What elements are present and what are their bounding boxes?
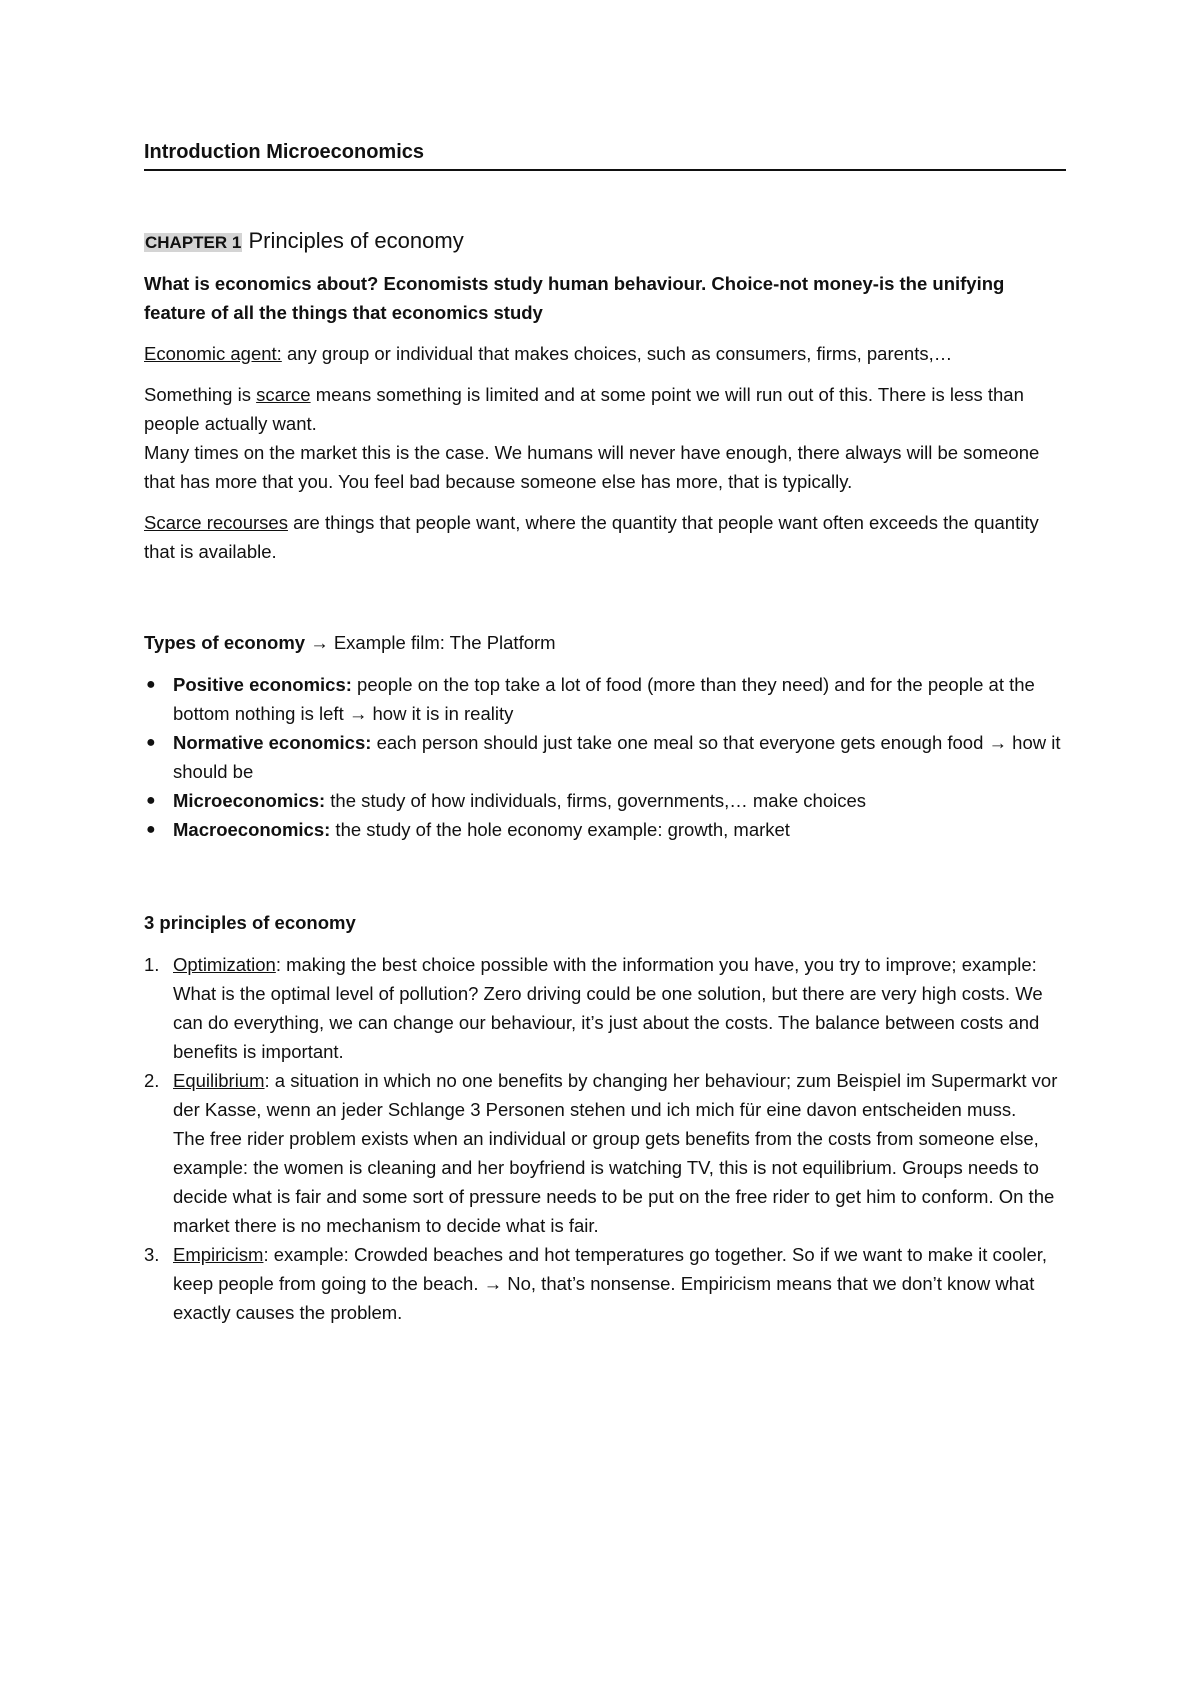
list-item <box>144 728 1066 786</box>
list-item <box>144 786 1066 815</box>
list-item-text: : a situation in which no one benefits by changing her behaviour; zum Beispiel im Supermarkt vor der Kasse, wenn an jeder Schlange 3 Personen stehen und ich mich für eine davon entscheiden muss. <box>173 1070 1058 1120</box>
types-heading-bold: Types of economy <box>144 632 306 653</box>
list-item-term: Optimization <box>173 954 276 975</box>
scarce-paragraph-2: Many times on the market this is the case. We humans will never have enough, there always will be someone that has more that you. You feel bad because someone else has more, that is typically. <box>144 442 1040 492</box>
chapter-heading <box>144 225 1066 259</box>
list-item-number: 3. <box>144 1244 160 1265</box>
scarce-term: scarce <box>256 384 311 405</box>
bullet-icon: ● <box>146 792 156 809</box>
list-item-text: people on the top take a lot of food (more than they need) and for the people at the bottom nothing is left → how it is in reality <box>173 674 1035 724</box>
list-item-term: Macroeconomics: <box>173 819 331 840</box>
economic-agent-text: any group or individual that makes choices, such as consumers, firms, parents,… <box>281 343 953 364</box>
types-heading <box>144 628 1066 657</box>
arrow-icon: → <box>305 632 334 653</box>
scarce-post: means something is limited and at some point we will run out of this. There is less than people actually want. <box>144 384 1024 434</box>
scarce-resources-paragraph <box>144 508 1066 566</box>
chapter-label: CHAPTER 1 <box>145 233 242 252</box>
chapter-title: Principles of economy <box>248 228 464 253</box>
list-item-term: Positive economics: <box>173 674 352 695</box>
bullet-icon: ● <box>146 676 156 693</box>
list-item-term: Normative economics: <box>173 732 372 753</box>
list-item <box>144 950 1066 1066</box>
list-item-text: the study of the hole economy example: growth, market <box>330 819 790 840</box>
scarce-resources-text: are things that people want, where the quantity that people want often exceeds the quantity that is available. <box>144 512 1039 562</box>
scarce-paragraph <box>144 380 1066 438</box>
list-item-number: 2. <box>144 1070 160 1091</box>
scarce-pre: Something is <box>144 384 257 405</box>
list-item-text: the study of how individuals, firms, governments,… make choices <box>325 790 867 811</box>
bullet-icon: ● <box>146 821 156 838</box>
scarce-resources-term: Scarce recourses <box>144 512 288 533</box>
list-item-term: Microeconomics: <box>173 790 326 811</box>
list-item-extra: The free rider problem exists when an individual or group gets benefits from the costs from someone else, example: the women is cleaning and her boyfriend is watching TV, this is not equilibrium. Groups needs to decide what is fair and some sort of pressure needs to be put on the free rider to get him to conform. On the market there is no mechanism to decide what is fair. <box>173 1128 1055 1236</box>
types-list <box>144 670 1066 844</box>
types-heading-rest: Example film: The Platform <box>333 632 556 653</box>
intro-paragraph: What is economics about? Economists study human behaviour. Choice-not money-is the unifying feature of all the things that economics study <box>144 273 1005 323</box>
principles-list <box>144 950 1066 1327</box>
list-item <box>144 1240 1066 1327</box>
list-item-text: each person should just take one meal so that everyone gets enough food → how it should be <box>173 732 1061 782</box>
bullet-icon: ● <box>146 734 156 751</box>
economic-agent-paragraph <box>144 339 1066 368</box>
list-item-term: Equilibrium <box>173 1070 265 1091</box>
list-item-text: : example: Crowded beaches and hot temperatures go together. So if we want to make it cooler, keep people from going to the beach. → No, that’s nonsense. Empiricism means that we don’t know what exactly causes the problem. <box>173 1244 1048 1323</box>
document-page <box>144 138 1066 1327</box>
list-item <box>144 815 1066 844</box>
principles-heading: 3 principles of economy <box>144 912 356 933</box>
list-item-number: 1. <box>144 954 160 975</box>
list-item-text: : making the best choice possible with the information you have, you try to improve; example: What is the optimal level of pollution? Zero driving could be one solution, but there are very high costs. We can do everything, we can change our behaviour, it’s just about the costs. The balance between costs and benefits is important. <box>173 954 1043 1062</box>
document-title: Introduction Microeconomics <box>144 138 1066 171</box>
list-item <box>144 1066 1066 1240</box>
list-item-term: Empiricism <box>173 1244 264 1265</box>
economic-agent-term: Economic agent: <box>144 343 282 364</box>
list-item <box>144 670 1066 728</box>
